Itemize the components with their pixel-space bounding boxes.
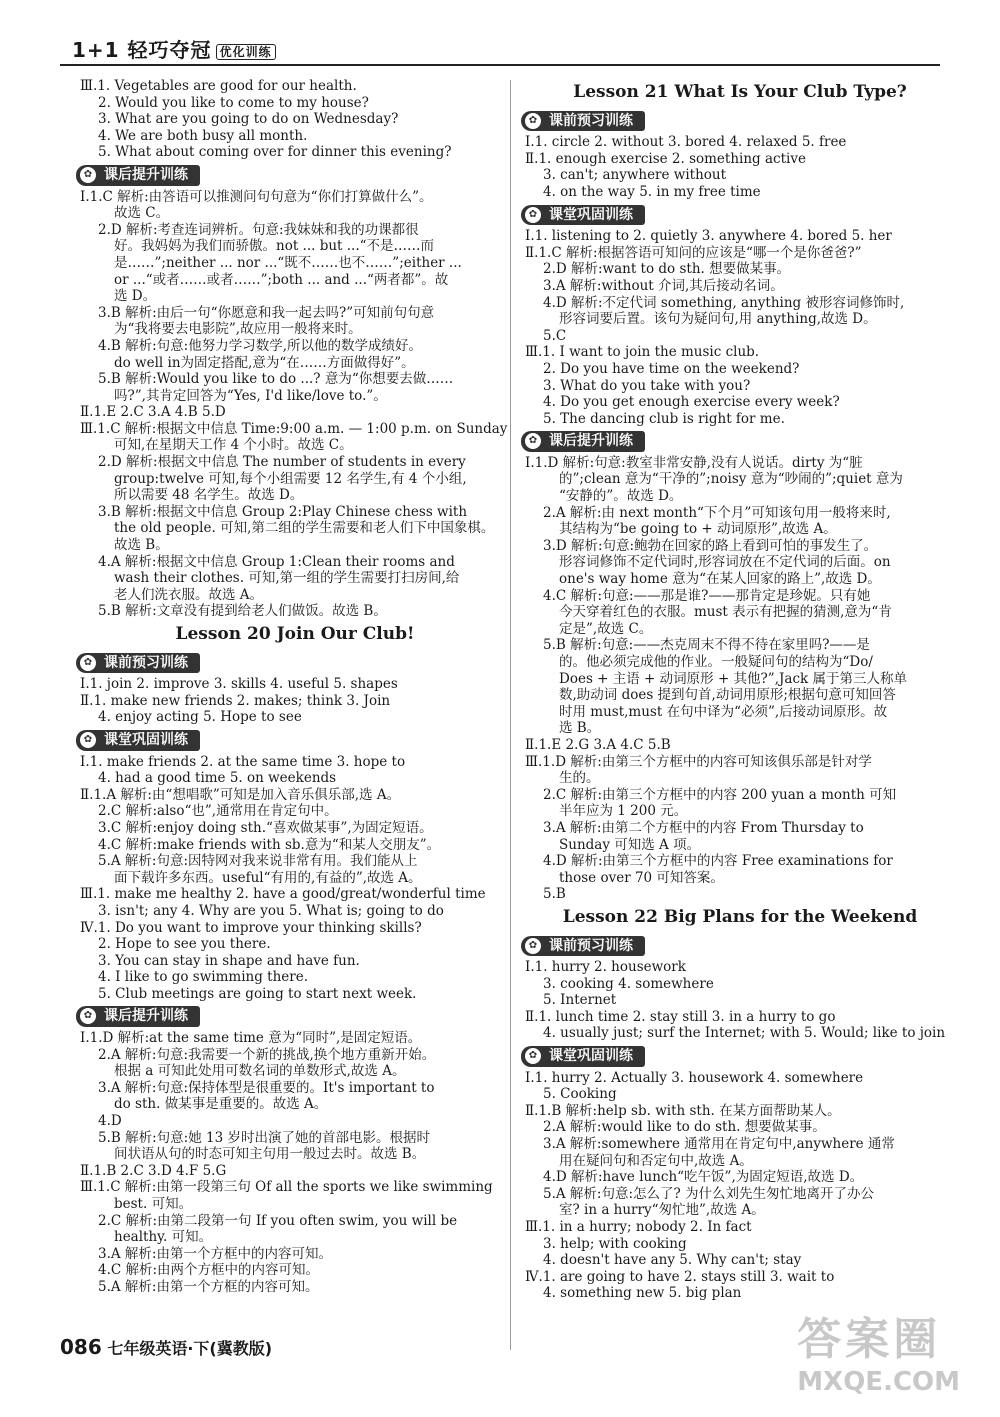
answer-line: Ⅱ.1.C 解析:根据答语可知问的应该是“哪一个是你爸爸?” <box>525 244 862 261</box>
answer-line: 4.A 解析:根据文中信息 Group 1:Clean their rooms and <box>98 553 455 570</box>
answer-line: 5.A 解析:句意:因特网对我来说非常有用。我们能从上 <box>98 853 418 870</box>
answer-line: Does + 主语 + 动词原形 + 其他?”,Jack 属于第三人称单 <box>559 670 907 687</box>
answer-line: 5.C <box>543 327 567 344</box>
answer-line: Ⅱ.1.B 2.C 3.D 4.F 5.G <box>80 1162 227 1179</box>
answer-line: 4.D 解析:have lunch“吃午饭”,为固定短语,故选 D。 <box>543 1169 864 1186</box>
section-banner <box>80 649 510 677</box>
answer-line: 面下载许多东西。useful“有用的,有益的”,故选 A。 <box>114 869 422 886</box>
section-banner-text: 课堂巩固训练 <box>104 731 188 748</box>
answer-line: Ⅰ.1.C 解析:由答语可以推测问句句意为“你们打算做什么”。 <box>80 188 433 205</box>
answer-line: 2.A 解析:由 next month“下个月”可知该句用一般将来时, <box>543 504 891 521</box>
answer-line: 5.B <box>543 886 566 903</box>
answer-line: 形容词要后置。该句为疑问句,用 anything,故选 D。 <box>559 311 877 328</box>
page-footer <box>60 1335 272 1359</box>
answer-line: 4. I like to go swimming there. <box>98 969 308 986</box>
answer-line: 5. The dancing club is right for me. <box>543 410 785 427</box>
answer-line: 2.C 解析:also“也”,通常用在肯定句中。 <box>98 803 338 820</box>
section-banner-label <box>521 111 645 132</box>
answer-line: or ...“或者……或者……”;both ... and ...“两者都”。故 <box>114 271 449 288</box>
answer-line: 2.C 解析:由第二段第一句 If you often swim, you will be <box>98 1212 458 1229</box>
answer-line: Ⅳ.1. are going to have 2. stays still 3. wait to <box>525 1268 835 1285</box>
answer-line: 2. Do you have time on the weekend? <box>543 360 800 377</box>
answer-line: 3.C 解析:enjoy doing sth.“喜欢做某事”,为固定短语。 <box>98 819 433 836</box>
answer-line: 选 D。 <box>114 288 157 305</box>
lesson-title: Lesson 20 Join Our Club! <box>175 624 415 644</box>
answer-line: 3.A 解析:由第一个方框中的内容可知。 <box>98 1245 332 1262</box>
answer-line: 2.D 解析:根据文中信息 The number of students in every <box>98 454 466 471</box>
answer-line: best. 可知。 <box>114 1196 193 1212</box>
answer-line: 定是”,故选 C。 <box>559 620 653 637</box>
answer-line: 5.B 解析:Would you like to do ...? 意为“你想要去做…… <box>98 371 454 388</box>
answer-line: Ⅰ.1. listening to 2. quietly 3. anywhere 4. bored 5. her <box>525 228 892 245</box>
answer-line: 5.A 解析:句意:怎么了? 为什么刘先生匆忙地离开了办公 <box>543 1185 875 1202</box>
answer-line: group:twelve 可知,每个小组需要 12 名学生,有 4 个小组, <box>114 470 467 487</box>
answer-line: Ⅱ.1. enough exercise 2. something active <box>525 150 806 167</box>
answer-line: Ⅰ.1. hurry 2. Actually 3. housework 4. somewhere <box>525 1069 864 1086</box>
answer-line: 3. cooking 4. somewhere <box>543 975 714 992</box>
medal-icon: ✿ <box>525 207 541 223</box>
answer-line: 5. Internet <box>543 992 617 1009</box>
section-banner-label <box>76 1006 200 1027</box>
brand-name: 1+1 轻巧夺冠 <box>72 38 212 62</box>
section-banner-label <box>76 653 200 674</box>
answer-line: 3. What are you going to do on Wednesday? <box>98 111 399 128</box>
answer-line: Ⅰ.1. circle 2. without 3. bored 4. relaxed 5. free <box>525 134 847 151</box>
answer-line: 根据 a 可知此处用可数名词的单数形式,故选 A。 <box>114 1063 406 1080</box>
answer-line: 4.C 解析:由两个方框中的内容可知。 <box>98 1262 320 1279</box>
medal-icon: ✿ <box>80 732 96 748</box>
section-banner-text: 课前预习训练 <box>549 937 633 954</box>
answer-line: 选 B。 <box>559 720 601 737</box>
answer-line: 3.A 解析:somewhere 通常用在肯定句中,anywhere 通常 <box>543 1136 895 1153</box>
watermark <box>797 1303 960 1397</box>
lesson-title: Lesson 21 What Is Your Club Type? <box>573 82 907 102</box>
watermark-logo: 答案圈 <box>797 1314 942 1365</box>
answer-line: those over 70 可知答案。 <box>559 869 724 886</box>
section-banner <box>80 1002 510 1030</box>
answer-line: 可知,在星期天工作 4 个小时。故选 C。 <box>114 437 353 454</box>
answer-line: Ⅰ.1.D 解析:句意:教室非常安静,没有人说话。dirty 为“脏 <box>525 454 863 471</box>
answer-line: 4.C 解析:句意:——那是谁?——那肯定是珍妮。只有她 <box>543 587 871 604</box>
answer-line: 3. You can stay in shape and have fun. <box>98 952 360 969</box>
answer-line: Ⅲ.1.C 解析:由第一段第三句 Of all the sports we like swimming <box>80 1179 493 1196</box>
section-banner <box>80 161 510 189</box>
answer-line: 好。我妈妈为我们而骄傲。not ... but ...“不是……而 <box>114 238 435 255</box>
brand-logo <box>72 34 276 63</box>
answer-line: the old people. 可知,第二组的学生需要和老人们下中国象棋。 <box>114 520 495 537</box>
answer-line: Ⅲ.1. in a hurry; nobody 2. In fact <box>525 1219 752 1235</box>
answer-line: 4. Do you get enough exercise every week? <box>543 394 840 411</box>
brand-tag: 优化训练 <box>216 44 276 60</box>
answer-line: 5.B 解析:句意:——杰克周末不得不待在家里吗?——是 <box>543 637 870 654</box>
answer-line: Ⅱ.1.A 解析:由“想唱歌”可知是加入音乐俱乐部,选 A。 <box>80 786 401 803</box>
answer-line: Ⅲ.1.C 解析:根据文中信息 Time:9:00 a.m. — 1:00 p.m. on Sunday <box>80 420 508 437</box>
section-banner <box>525 932 955 960</box>
answer-line: 4. We are both busy all month. <box>98 127 308 144</box>
answer-line: 2.D 解析:want to do sth. 想要做某事。 <box>543 261 791 278</box>
answer-line: 5.B 解析:文章没有提到给老人们做饭。故选 B。 <box>98 603 387 620</box>
answer-line: 老人们洗衣服。故选 A。 <box>114 586 264 603</box>
answer-line: Ⅲ.1. Vegetables are good for our health. <box>80 78 357 94</box>
answer-line: Ⅳ.1. Do you want to improve your thinking skills? <box>80 919 422 936</box>
answer-line: 4. on the way 5. in my free time <box>543 183 761 200</box>
answer-line: 2.A 解析:句意:我需要一个新的挑战,换个地方重新开始。 <box>98 1046 436 1063</box>
section-banner-text: 课后提升训练 <box>104 166 188 183</box>
answer-line: 2.D 解析:考查连词辨析。句意:我妹妹和我的功课都很 <box>98 221 419 238</box>
answer-line: 4.D 解析:不定代词 something, anything 被形容词修饰时, <box>543 294 905 311</box>
section-banner-text: 课堂巩固训练 <box>549 206 633 223</box>
answer-line: 4. doesn't have any 5. Why can't; stay <box>543 1252 802 1269</box>
answer-line: 用在疑问句和否定句中,故选 A。 <box>559 1152 753 1169</box>
answer-line: 3. isn't; any 4. Why are you 5. What is; going to do <box>98 902 444 919</box>
answer-line: wash their clothes. 可知,第一组的学生需要打扫房间,给 <box>114 570 460 587</box>
answer-line: 5. Cooking <box>543 1086 617 1103</box>
answer-line: 2. Would you like to come to my house? <box>98 94 369 111</box>
answer-line: Ⅲ.1. I want to join the music club. <box>525 344 760 361</box>
answer-line: 5. What about coming over for dinner this evening? <box>98 144 452 161</box>
answer-line: do well in为固定搭配,意为“在……方面做得好”。 <box>114 354 415 371</box>
medal-icon: ✿ <box>525 1048 541 1064</box>
page-number: 086 <box>60 1335 102 1359</box>
answer-line: Ⅱ.1.E 2.C 3.A 4.B 5.D <box>80 404 226 421</box>
medal-icon: ✿ <box>80 1008 96 1024</box>
answer-line: 半年应为 1 200 元。 <box>559 803 688 820</box>
medal-icon: ✿ <box>525 433 541 449</box>
answer-line: 5.A 解析:由第一个方框的内容可知。 <box>98 1278 319 1295</box>
answer-line: 3.A 解析:without 介词,其后接动名词。 <box>543 277 784 294</box>
medal-icon: ✿ <box>525 113 541 129</box>
answer-line: 吗?”,其肯定回答为“Yes, I'd like/love to.”。 <box>114 387 387 404</box>
answer-line: 室? in a hurry“匆忙地”,故选 A。 <box>559 1202 765 1219</box>
answer-line: 2. Hope to see you there. <box>98 936 271 953</box>
answer-line: Ⅱ.1.B 解析:help sb. with sth. 在某方面帮助某人。 <box>525 1102 841 1119</box>
section-banner-label <box>521 936 645 957</box>
answer-line: 4. enjoy acting 5. Hope to see <box>98 709 302 726</box>
watermark-url: MXQE.COM <box>797 1367 960 1397</box>
section-banner-label <box>76 730 200 751</box>
answer-line: Ⅲ.1.D 解析:由第三个方框中的内容可知该俱乐部是针对学 <box>525 753 872 770</box>
section-banner-text: 课前预习训练 <box>549 112 633 129</box>
answer-line: Ⅱ.1. lunch time 2. stay still 3. in a hurry to go <box>525 1008 836 1025</box>
answer-line: 3.A 解析:由第二个方框中的内容 From Thursday to <box>543 819 864 836</box>
lesson-title: Lesson 22 Big Plans for the Weekend <box>562 906 918 927</box>
answer-line: 3. can't; anywhere without <box>543 167 727 184</box>
answer-line: Ⅰ.1. hurry 2. housework <box>525 959 686 976</box>
answer-line: 2.C 解析:由第三个方框中的内容 200 yuan a month 可知 <box>543 786 897 803</box>
answer-line: Ⅱ.1.E 2.G 3.A 4.C 5.B <box>525 736 671 753</box>
section-banner <box>525 201 955 229</box>
section-banner <box>525 107 955 135</box>
answer-line: “安静的”。故选 D。 <box>559 488 683 505</box>
answer-line: 故选 C。 <box>114 205 170 222</box>
medal-icon: ✿ <box>80 167 96 183</box>
answer-line: 故选 B。 <box>114 537 169 554</box>
section-banner <box>525 1042 955 1070</box>
answer-line: 为“我将要去电影院”,故应用一般将来时。 <box>114 321 362 338</box>
answer-line: 3. What do you take with you? <box>543 377 751 394</box>
answer-line: 4. something new 5. big plan <box>543 1285 742 1302</box>
section-banner <box>80 726 510 754</box>
answer-line: 3. help; with cooking <box>543 1235 687 1252</box>
answer-line: 生的。 <box>559 770 600 787</box>
answer-line: Sunday 可知选 A 项。 <box>559 836 701 853</box>
medal-icon: ✿ <box>525 938 541 954</box>
answer-line: 的”;clean 意为“干净的”;noisy 意为“吵闹的”;quiet 意为 <box>559 471 903 488</box>
answer-line: 数,助动词 does 提到句首,动词用原形;根据句意可知回答 <box>559 687 896 704</box>
section-banner-text: 课后提升训练 <box>104 1008 188 1025</box>
right-column <box>525 78 955 1302</box>
answer-line: 所以需要 48 名学生。故选 D。 <box>114 487 304 504</box>
answer-line: 4. had a good time 5. on weekends <box>98 770 337 787</box>
answer-line: healthy. 可知。 <box>114 1229 213 1246</box>
answer-line: 3.B 解析:根据文中信息 Group 2:Play Chinese chess with <box>98 503 468 520</box>
left-column <box>80 78 510 1296</box>
section-banner <box>525 427 955 455</box>
section-banner-label <box>521 205 645 226</box>
answer-line: 4. usually just; surf the Internet; with 5. Would; like to join <box>543 1025 946 1042</box>
answer-line: 今天穿着红色的衣服。must 表示有把握的猜测,意为“肯 <box>559 604 892 621</box>
answer-line: 3.A 解析:句意:保持体型是很重要的。It's important to <box>98 1079 435 1096</box>
answer-line: 4.D 解析:由第三个方框中的内容 Free examinations for <box>543 853 893 870</box>
answer-line: 4.B 解析:句意:他努力学习数学,所以他的数学成绩好。 <box>98 337 422 354</box>
answer-line: 形容词修饰不定代词时,形容词放在不定代词的后面。on <box>559 554 891 571</box>
answer-line: do sth. 做某事是重要的。故选 A。 <box>114 1096 328 1113</box>
section-banner-label <box>521 431 645 452</box>
answer-line: 的。他必须完成他的作业。一般疑问句的结构为“Do/ <box>559 654 873 670</box>
answer-line: one's way home 意为“在某人回家的路上”,故选 D。 <box>559 571 881 588</box>
answer-line: 2.A 解析:would like to do sth. 想要做某事。 <box>543 1119 826 1136</box>
answer-line: 4.D <box>98 1113 122 1130</box>
answer-line: 时用 must,must 在句中译为“必须”,后接动词原形。故 <box>559 703 888 720</box>
answer-line: 5. Club meetings are going to start next week. <box>98 985 417 1002</box>
section-banner-text: 课前预习训练 <box>104 654 188 671</box>
answer-line: 4.C 解析:make friends with sb.意为“和某人交朋友”。 <box>98 836 441 853</box>
answer-line: 3.B 解析:由后一句“你愿意和我一起去吗?”可知前句句意 <box>98 304 435 321</box>
section-banner-text: 课堂巩固训练 <box>549 1048 633 1065</box>
answer-line: Ⅲ.1. make me healthy 2. have a good/great/wonderful time <box>80 886 486 903</box>
section-banner-label <box>76 165 200 186</box>
answer-line: Ⅰ.1. make friends 2. at the same time 3. hope to <box>80 753 406 770</box>
answer-line: Ⅱ.1. make new friends 2. makes; think 3. Join <box>80 692 391 709</box>
book-title: 七年级英语·下(冀教版) <box>107 1339 273 1358</box>
medal-icon: ✿ <box>80 655 96 671</box>
answer-line: Ⅰ.1.D 解析:at the same time 意为“同时”,是固定短语。 <box>80 1030 422 1047</box>
section-banner-label <box>521 1046 645 1067</box>
answer-line: 3.D 解析:句意:鲍勃在回家的路上看到可怕的事发生了。 <box>543 537 878 554</box>
answer-line: 其结构为“be going to + 动词原形”,故选 A。 <box>559 521 837 538</box>
section-banner-text: 课后提升训练 <box>549 433 633 450</box>
page-header <box>60 30 940 66</box>
answer-line: 间状语从句的时态可知主句用一般过去时。故选 B。 <box>114 1146 426 1163</box>
answer-line: Ⅰ.1. join 2. improve 3. skills 4. useful 5. shapes <box>80 676 398 693</box>
answer-line: 是……”;neither ... nor ...“既不……也不……”;either ... <box>114 254 462 271</box>
answer-line: 5.B 解析:句意:她 13 岁时出演了她的首部电影。根据时 <box>98 1129 430 1146</box>
column-divider <box>510 80 511 1350</box>
